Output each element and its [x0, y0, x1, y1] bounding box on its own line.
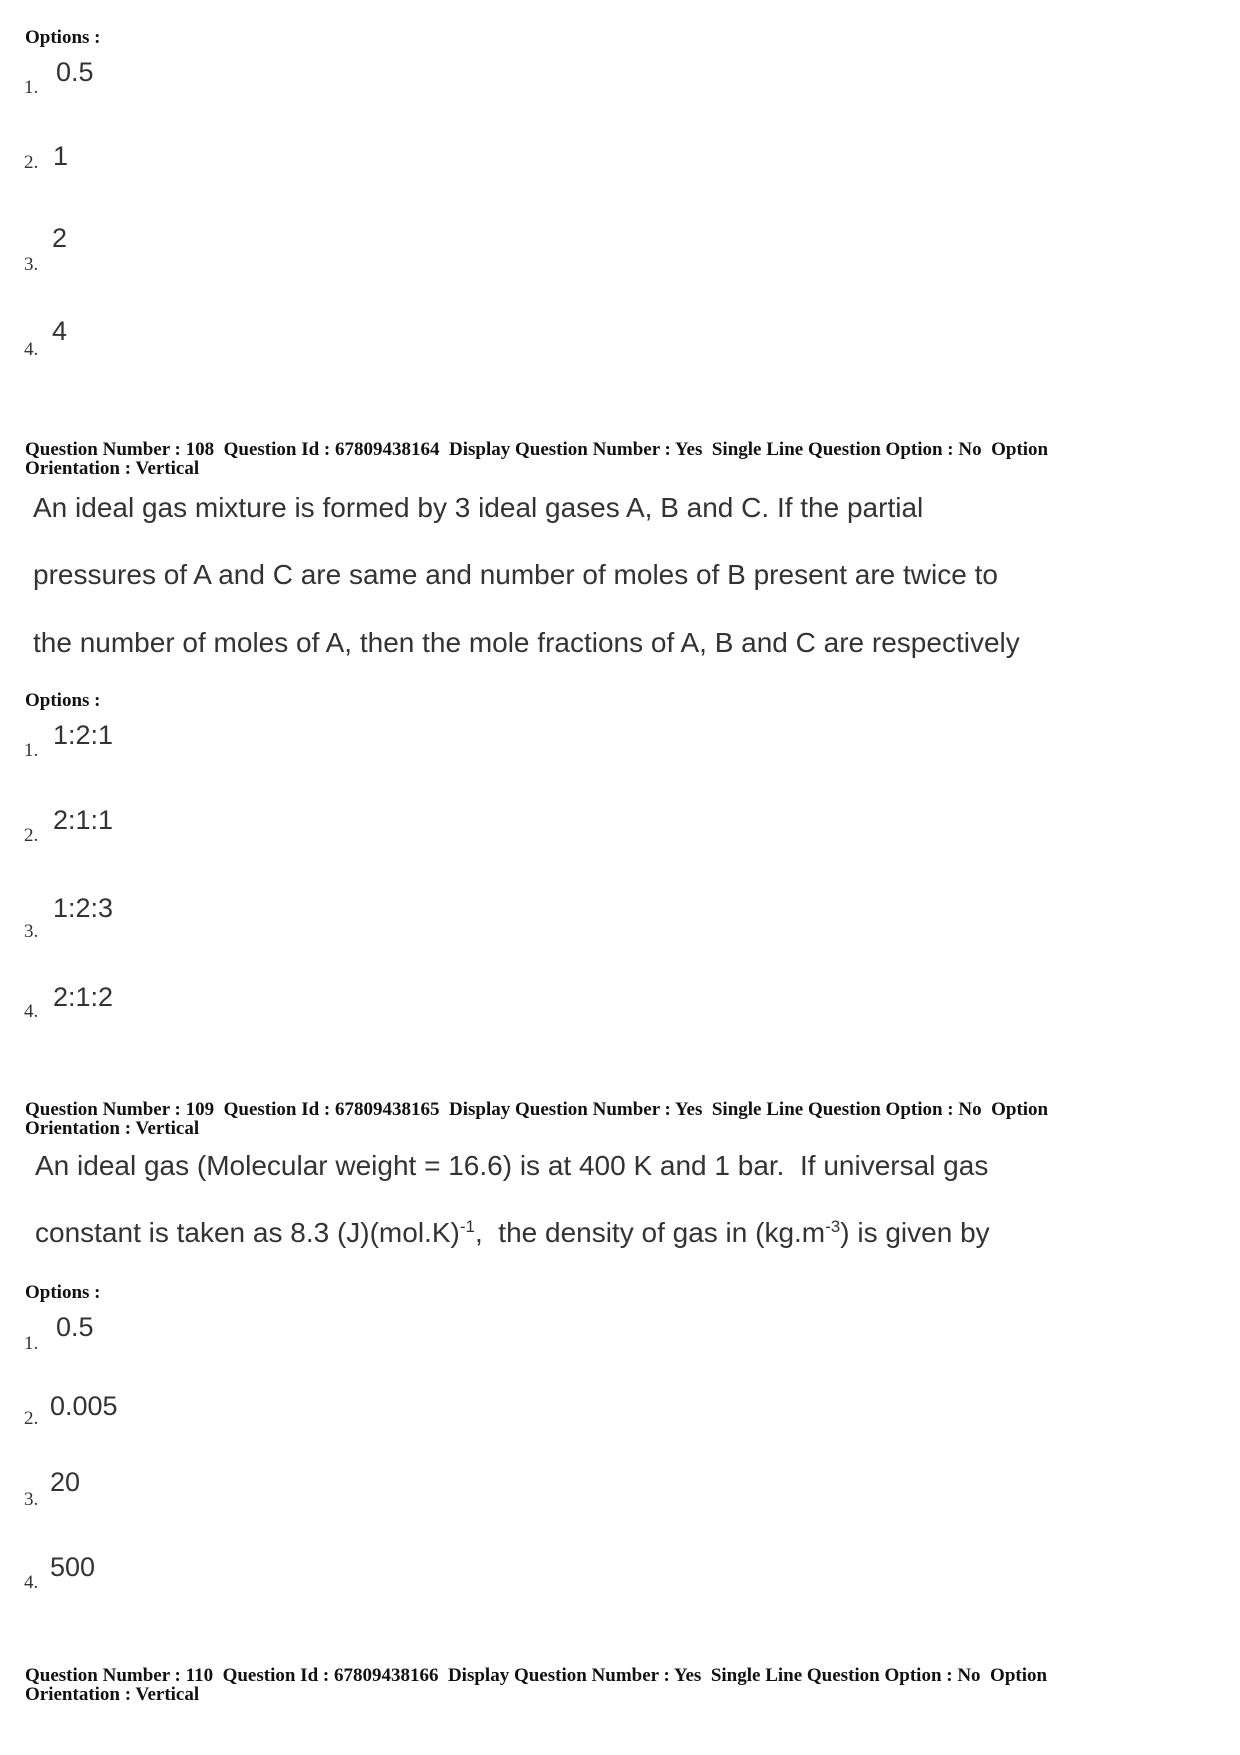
option-number: 3.	[24, 921, 39, 942]
option-value[interactable]: 2:1:1	[53, 805, 114, 835]
question-text-line: An ideal gas mixture is formed by 3 ideal gases A, B and C. If the partial	[33, 492, 924, 523]
option-number: 4.	[24, 1001, 39, 1022]
question-orientation: Orientation : Vertical	[25, 1684, 200, 1705]
option-value[interactable]: 0.5	[56, 1312, 94, 1342]
option-number: 1.	[24, 740, 39, 761]
question-text-line: An ideal gas (Molecular weight = 16.6) is at 400 K and 1 bar. If universal gas	[35, 1150, 989, 1181]
question-text-segment: ) is given by	[840, 1217, 990, 1248]
question-text-line: pressures of A and C are same and number of moles of B present are twice to	[33, 559, 998, 590]
superscript: -3	[825, 1217, 841, 1236]
option-number: 2.	[24, 152, 39, 173]
question-meta: Question Number : 110 Question Id : 67809438166 Display Question Number : Yes Single Line Question Option : No Option	[25, 1665, 1048, 1686]
option-value[interactable]: 500	[50, 1552, 96, 1582]
options-label: Options :	[25, 690, 101, 711]
option-number: 4.	[24, 1572, 39, 1593]
option-number: 1.	[24, 1333, 39, 1354]
option-value[interactable]: 1	[53, 141, 69, 171]
option-value[interactable]: 2:1:2	[53, 982, 114, 1012]
question-meta: Question Number : 108 Question Id : 67809438164 Display Question Number : Yes Single Line Question Option : No Option	[25, 439, 1049, 460]
option-number: 2.	[24, 825, 39, 846]
question-text-segment: constant is taken as 8.3 (J)(mol.K)	[35, 1217, 460, 1248]
question-orientation: Orientation : Vertical	[25, 458, 200, 479]
option-number: 3.	[24, 254, 39, 275]
option-value[interactable]: 20	[50, 1467, 81, 1497]
question-text-line	[35, 1217, 990, 1249]
question-orientation: Orientation : Vertical	[25, 1118, 200, 1139]
question-text-line: the number of moles of A, then the mole fractions of A, B and C are respectively	[33, 627, 1020, 658]
option-value[interactable]: 0.005	[50, 1391, 118, 1421]
option-value[interactable]: 0.5	[56, 57, 94, 87]
options-label: Options :	[25, 27, 101, 48]
option-value[interactable]: 1:2:1	[53, 720, 114, 750]
question-meta: Question Number : 109 Question Id : 67809438165 Display Question Number : Yes Single Line Question Option : No Option	[25, 1099, 1049, 1120]
option-value[interactable]: 4	[52, 316, 68, 346]
option-number: 2.	[24, 1408, 39, 1429]
options-label: Options :	[25, 1282, 101, 1303]
option-number: 1.	[24, 77, 39, 98]
option-number: 3.	[24, 1489, 39, 1510]
option-value[interactable]: 2	[52, 223, 68, 253]
option-value[interactable]: 1:2:3	[53, 893, 114, 923]
superscript: -1	[459, 1217, 475, 1236]
question-text-segment: , the density of gas in (kg.m	[474, 1217, 826, 1248]
option-number: 4.	[24, 339, 39, 360]
